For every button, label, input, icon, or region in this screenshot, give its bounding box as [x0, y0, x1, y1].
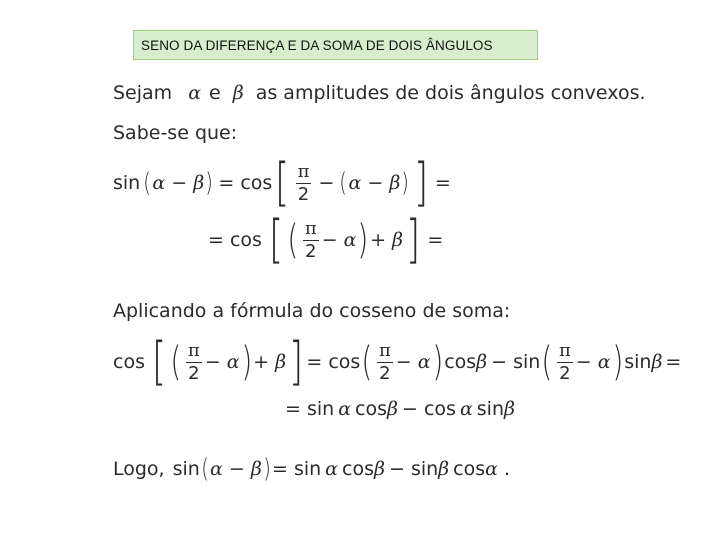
eq2-plus-beta: + β — [370, 229, 404, 251]
eq3-lparen: ( — [170, 339, 182, 385]
eq3-sin-beta-sin: sin — [624, 351, 652, 373]
aplicando-line — [113, 300, 510, 322]
sabe-line — [113, 122, 237, 144]
eq1-fraction — [296, 160, 312, 205]
slide-title — [133, 30, 538, 60]
eq3-minus-alpha-3: − α — [575, 351, 611, 373]
eq1-eq-cos: = cos — [218, 172, 273, 194]
logo-lparen: ( — [201, 454, 209, 484]
sabe-text: Sabe-se que: — [113, 122, 238, 144]
eq3-minus-sin: − sin — [491, 351, 541, 373]
equation-3 — [113, 332, 682, 392]
logo-cos: cos — [342, 458, 374, 480]
eq3-rparen-3: ) — [611, 339, 623, 385]
logo-alpha: α — [325, 458, 339, 480]
eq2-tail-equals: = — [427, 229, 444, 251]
eq3-fraction-1 — [186, 339, 202, 384]
eq1-rparen: ) — [205, 168, 214, 198]
eq1-lbracket: [ — [275, 153, 290, 213]
logo-sin: sin — [172, 458, 200, 480]
eq3-beta-1: β — [476, 351, 488, 373]
logo-beta-2: β — [438, 458, 450, 480]
logo-beta: β — [374, 458, 385, 480]
aplicando-text: Aplicando a fórmula do cosseno de soma: — [113, 300, 511, 322]
eq4-beta-2: β — [504, 398, 515, 420]
equation-4 — [285, 398, 515, 420]
eq3-rparen: ) — [240, 339, 252, 385]
intro-alpha: α — [188, 82, 202, 104]
eq2-two: 2 — [305, 240, 317, 262]
eq2-rparen: ) — [357, 217, 369, 263]
eq3-lparen-2: ( — [361, 339, 373, 385]
eq2-lbracket: [ — [268, 210, 284, 270]
logo-arg: α − β — [210, 458, 262, 480]
eq2-fraction — [303, 217, 319, 262]
eq3-cos: cos — [113, 351, 145, 373]
eq1-rparen-2: ) — [401, 168, 410, 198]
eq3-pi-2: π — [378, 339, 391, 361]
eq3-two-2: 2 — [379, 362, 391, 384]
eq1-sin: sin — [113, 172, 141, 194]
eq1-tail-equals: = — [434, 172, 451, 194]
eq4-minus-cos: − cos — [402, 398, 456, 420]
eq3-plus-beta: + β — [253, 351, 287, 373]
eq1-two: 2 — [297, 183, 310, 205]
eq4-alpha: α — [338, 398, 352, 420]
eq3-lbracket: [ — [152, 332, 167, 392]
eq3-two-3: 2 — [559, 362, 571, 384]
logo-alpha-2: α — [485, 458, 498, 480]
eq3-eq-cos: = cos — [306, 351, 361, 373]
eq4-eq-sin: = sin — [285, 398, 335, 420]
eq2-minus-alpha: − α — [321, 229, 357, 251]
eq3-tail-equals: = — [665, 351, 682, 373]
eq2-rbracket: ] — [406, 210, 421, 270]
eq4-sin: sin — [476, 398, 505, 420]
eq2-lparen: ( — [287, 217, 299, 263]
eq3-rparen-2: ) — [431, 339, 443, 385]
intro-sejam: Sejam — [113, 82, 173, 104]
eq1-arg: α − β — [152, 172, 205, 194]
logo-minus-sin: − sin — [388, 458, 439, 480]
equation-2 — [208, 210, 444, 270]
eq2-pi: π — [304, 217, 317, 239]
intro-beta: β — [232, 82, 244, 104]
intro-line — [113, 82, 646, 104]
logo-label: Logo, — [113, 458, 165, 480]
eq2-eq-cos: = cos — [208, 229, 262, 251]
logo-eq-sin: = sin — [271, 458, 322, 480]
eq3-minus-alpha-1: − α — [204, 351, 240, 373]
eq4-alpha-2: α — [459, 398, 473, 420]
eq3-pi-3: π — [558, 339, 571, 361]
eq1-minus: − — [318, 172, 335, 194]
eq3-lparen-3: ( — [541, 339, 553, 385]
eq4-beta: β — [387, 398, 398, 420]
eq3-fraction-3 — [557, 339, 573, 384]
equation-1 — [113, 153, 451, 213]
eq1-arg-2: α − β — [348, 172, 401, 194]
eq3-fraction-2 — [377, 339, 393, 384]
eq3-rbracket: ] — [289, 332, 304, 392]
eq3-cos-beta-cos: cos — [444, 351, 477, 373]
eq3-pi-1: π — [187, 339, 200, 361]
intro-e: e — [209, 82, 221, 104]
eq3-beta-2: β — [651, 351, 663, 373]
eq3-minus-alpha-2: − α — [395, 351, 431, 373]
eq3-two-1: 2 — [188, 362, 200, 384]
eq1-pi: π — [297, 160, 310, 182]
eq1-lparen: ( — [143, 168, 152, 198]
eq1-rbracket: ] — [413, 153, 428, 213]
logo-rparen: ) — [263, 454, 271, 484]
logo-line — [113, 454, 510, 484]
slide-title-text: SENO DA DIFERENÇA E DA SOMA DE DOIS ÂNGULOS — [141, 37, 493, 53]
intro-rest: as amplitudes de dois ângulos convexos. — [255, 82, 646, 104]
eq4-cos: cos — [355, 398, 388, 420]
eq1-lparen-2: ( — [339, 168, 348, 198]
logo-period: . — [503, 458, 511, 480]
logo-cos-2: cos — [453, 458, 486, 480]
